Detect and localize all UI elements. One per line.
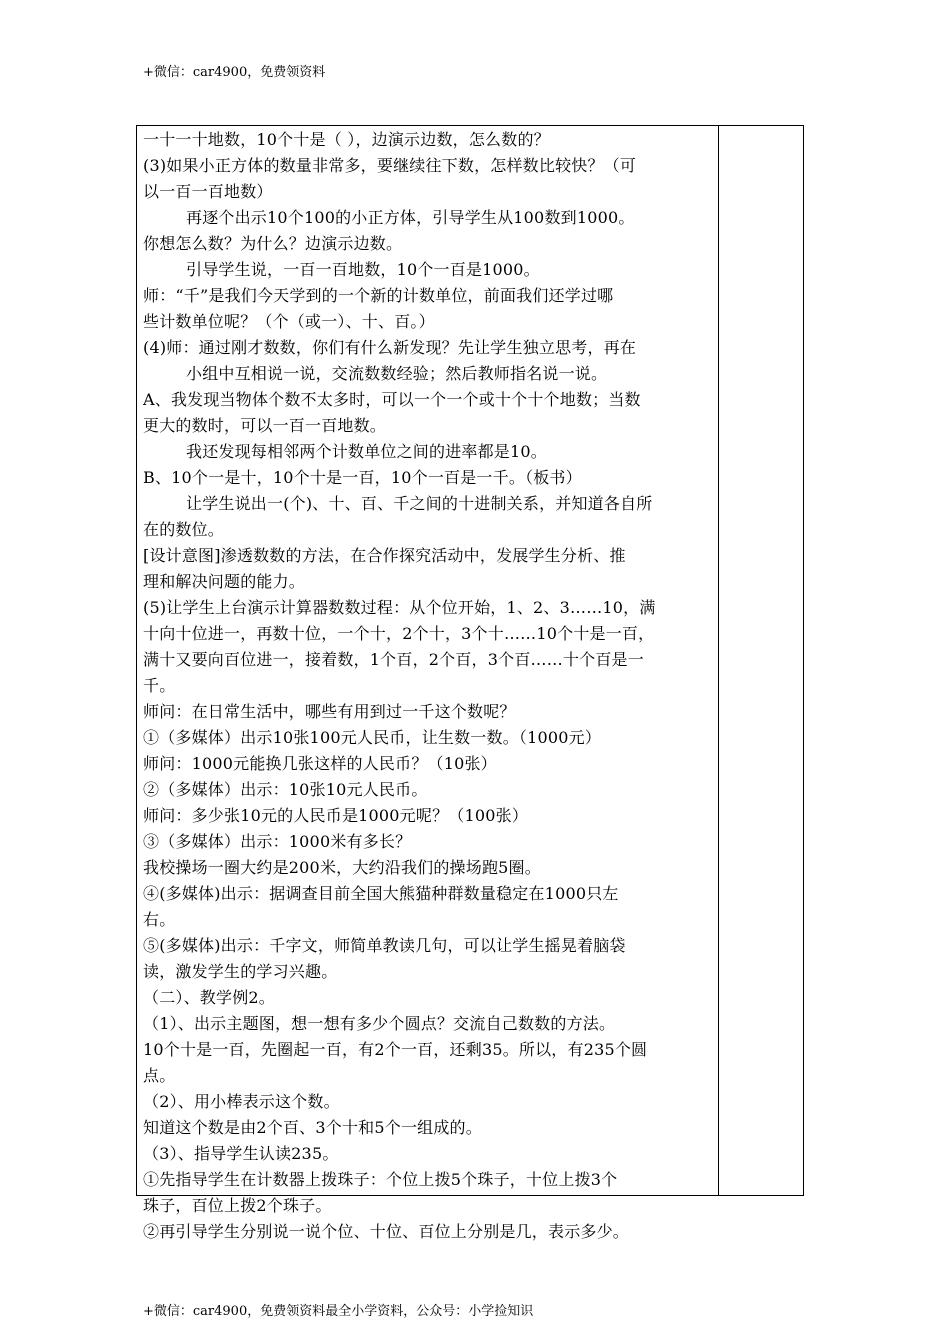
content-line: 点。	[143, 1066, 176, 1085]
content-line: 在的数位。	[143, 520, 225, 539]
content-line: A、我发现当物体个数不太多时，可以一个一个或十个十个地数；当数	[143, 390, 641, 409]
content-line: （3）、指导学生认读235。	[143, 1144, 339, 1163]
content-line: ②（多媒体）出示：10张10元人民币。	[143, 780, 428, 799]
content-line: 千。	[143, 676, 176, 695]
content-line: （1）、出示主题图，想一想有多少个圆点？交流自己数数的方法。	[143, 1014, 616, 1033]
content-line: 让学生说出一(个)、十、百、千之间的十进制关系，并知道各自所	[186, 494, 653, 513]
content-line: 你想怎么数？为什么？边演示边数。	[143, 234, 403, 253]
content-line: 10个十是一百，先圈起一百，有2个一百，还剩35。所以，有235个圆	[143, 1040, 648, 1059]
content-line: ①先指导学生在计数器上拨珠子：个位上拨5个珠子，十位上拨3个	[143, 1170, 618, 1189]
header-note: +微信：car4900，免费领资料	[143, 65, 326, 80]
content-line: (5)让学生上台演示计算器数数过程：从个位开始，1、2、3……10，满	[143, 598, 656, 617]
footer-note: +微信：car4900，免费领资料最全小学资料，公众号：小学捡知识	[143, 1304, 534, 1319]
content-line: （二）、教学例2。	[143, 988, 275, 1007]
content-line: (4)师：通过刚才数数，你们有什么新发现？先让学生独立思考，再在	[143, 338, 637, 357]
content-line: ①（多媒体）出示10张100元人民币，让生数一数。（1000元）	[143, 728, 602, 747]
content-line: 珠子，百位上拨2个珠子。	[143, 1196, 332, 1215]
content-line: 一十一十地数，10个十是（ ），边演示边数，怎么数的？	[143, 130, 550, 149]
content-line: 再逐个出示10个100的小正方体，引导学生从100数到1000。	[186, 208, 635, 227]
content-line: 满十又要向百位进一，接着数，1个百，2个百，3个百……十个百是一	[143, 650, 644, 669]
content-line: 我校操场一圈大约是200米，大约沿我们的操场跑5圈。	[143, 858, 541, 877]
content-line: 些计数单位呢？（个（或一）、十、百。）	[143, 312, 435, 331]
content-line: 师问：1000元能换几张这样的人民币？（10张）	[143, 754, 497, 773]
content-line: 理和解决问题的能力。	[143, 572, 306, 591]
content-line: 知道这个数是由2个百、3个十和5个一组成的。	[143, 1118, 482, 1137]
lesson-table	[136, 125, 804, 1241]
content-line: 读，激发学生的学习兴趣。	[143, 962, 338, 981]
content-line: 小组中互相说一说，交流数数经验；然后教师指名说一说。	[186, 364, 608, 383]
content-line: 引导学生说，一百一百地数，10个一百是1000。	[186, 260, 540, 279]
content-line: 十向十位进一，再数十位，一个十，2个十，3个十……10个十是一百，	[143, 624, 655, 643]
content-line: ②再引导学生分别说一说个位、十位、百位上分别是几，表示多少。	[143, 1222, 630, 1241]
content-line: [设计意图]渗透数数的方法，在合作探究活动中，发展学生分析、推	[143, 546, 626, 565]
content-line: (3)如果小正方体的数量非常多，要继续往下数，怎样数比较快？（可	[143, 156, 637, 175]
content-line: 右。	[143, 910, 176, 929]
content-line: ④(多媒体)出示：据调查目前全国大熊猫种群数量稳定在1000只左	[143, 884, 619, 903]
content-line: 师问：在日常生活中，哪些有用到过一千这个数呢？	[143, 702, 516, 721]
notes-cell	[719, 126, 803, 1195]
content-line: 我还发现每相邻两个计数单位之间的进率都是10。	[186, 442, 547, 461]
content-line: ⑤(多媒体)出示：千字文，师简单教读几句，可以让学生摇晃着脑袋	[143, 936, 626, 955]
content-line: （2）、用小棒表示这个数。	[143, 1092, 340, 1111]
lesson-content-cell	[143, 127, 715, 1245]
content-line: 以一百一百地数）	[143, 182, 273, 201]
content-line: 师：“千”是我们今天学到的一个新的计数单位，前面我们还学过哪	[143, 286, 614, 305]
content-line: 师问：多少张10元的人民币是1000元呢？（100张）	[143, 806, 529, 825]
content-line: B、10个一是十，10个十是一百，10个一百是一千。（板书）	[143, 468, 582, 487]
content-line: 更大的数时，可以一百一百地数。	[143, 416, 387, 435]
content-line: ③（多媒体）出示：1000米有多长？	[143, 832, 412, 851]
